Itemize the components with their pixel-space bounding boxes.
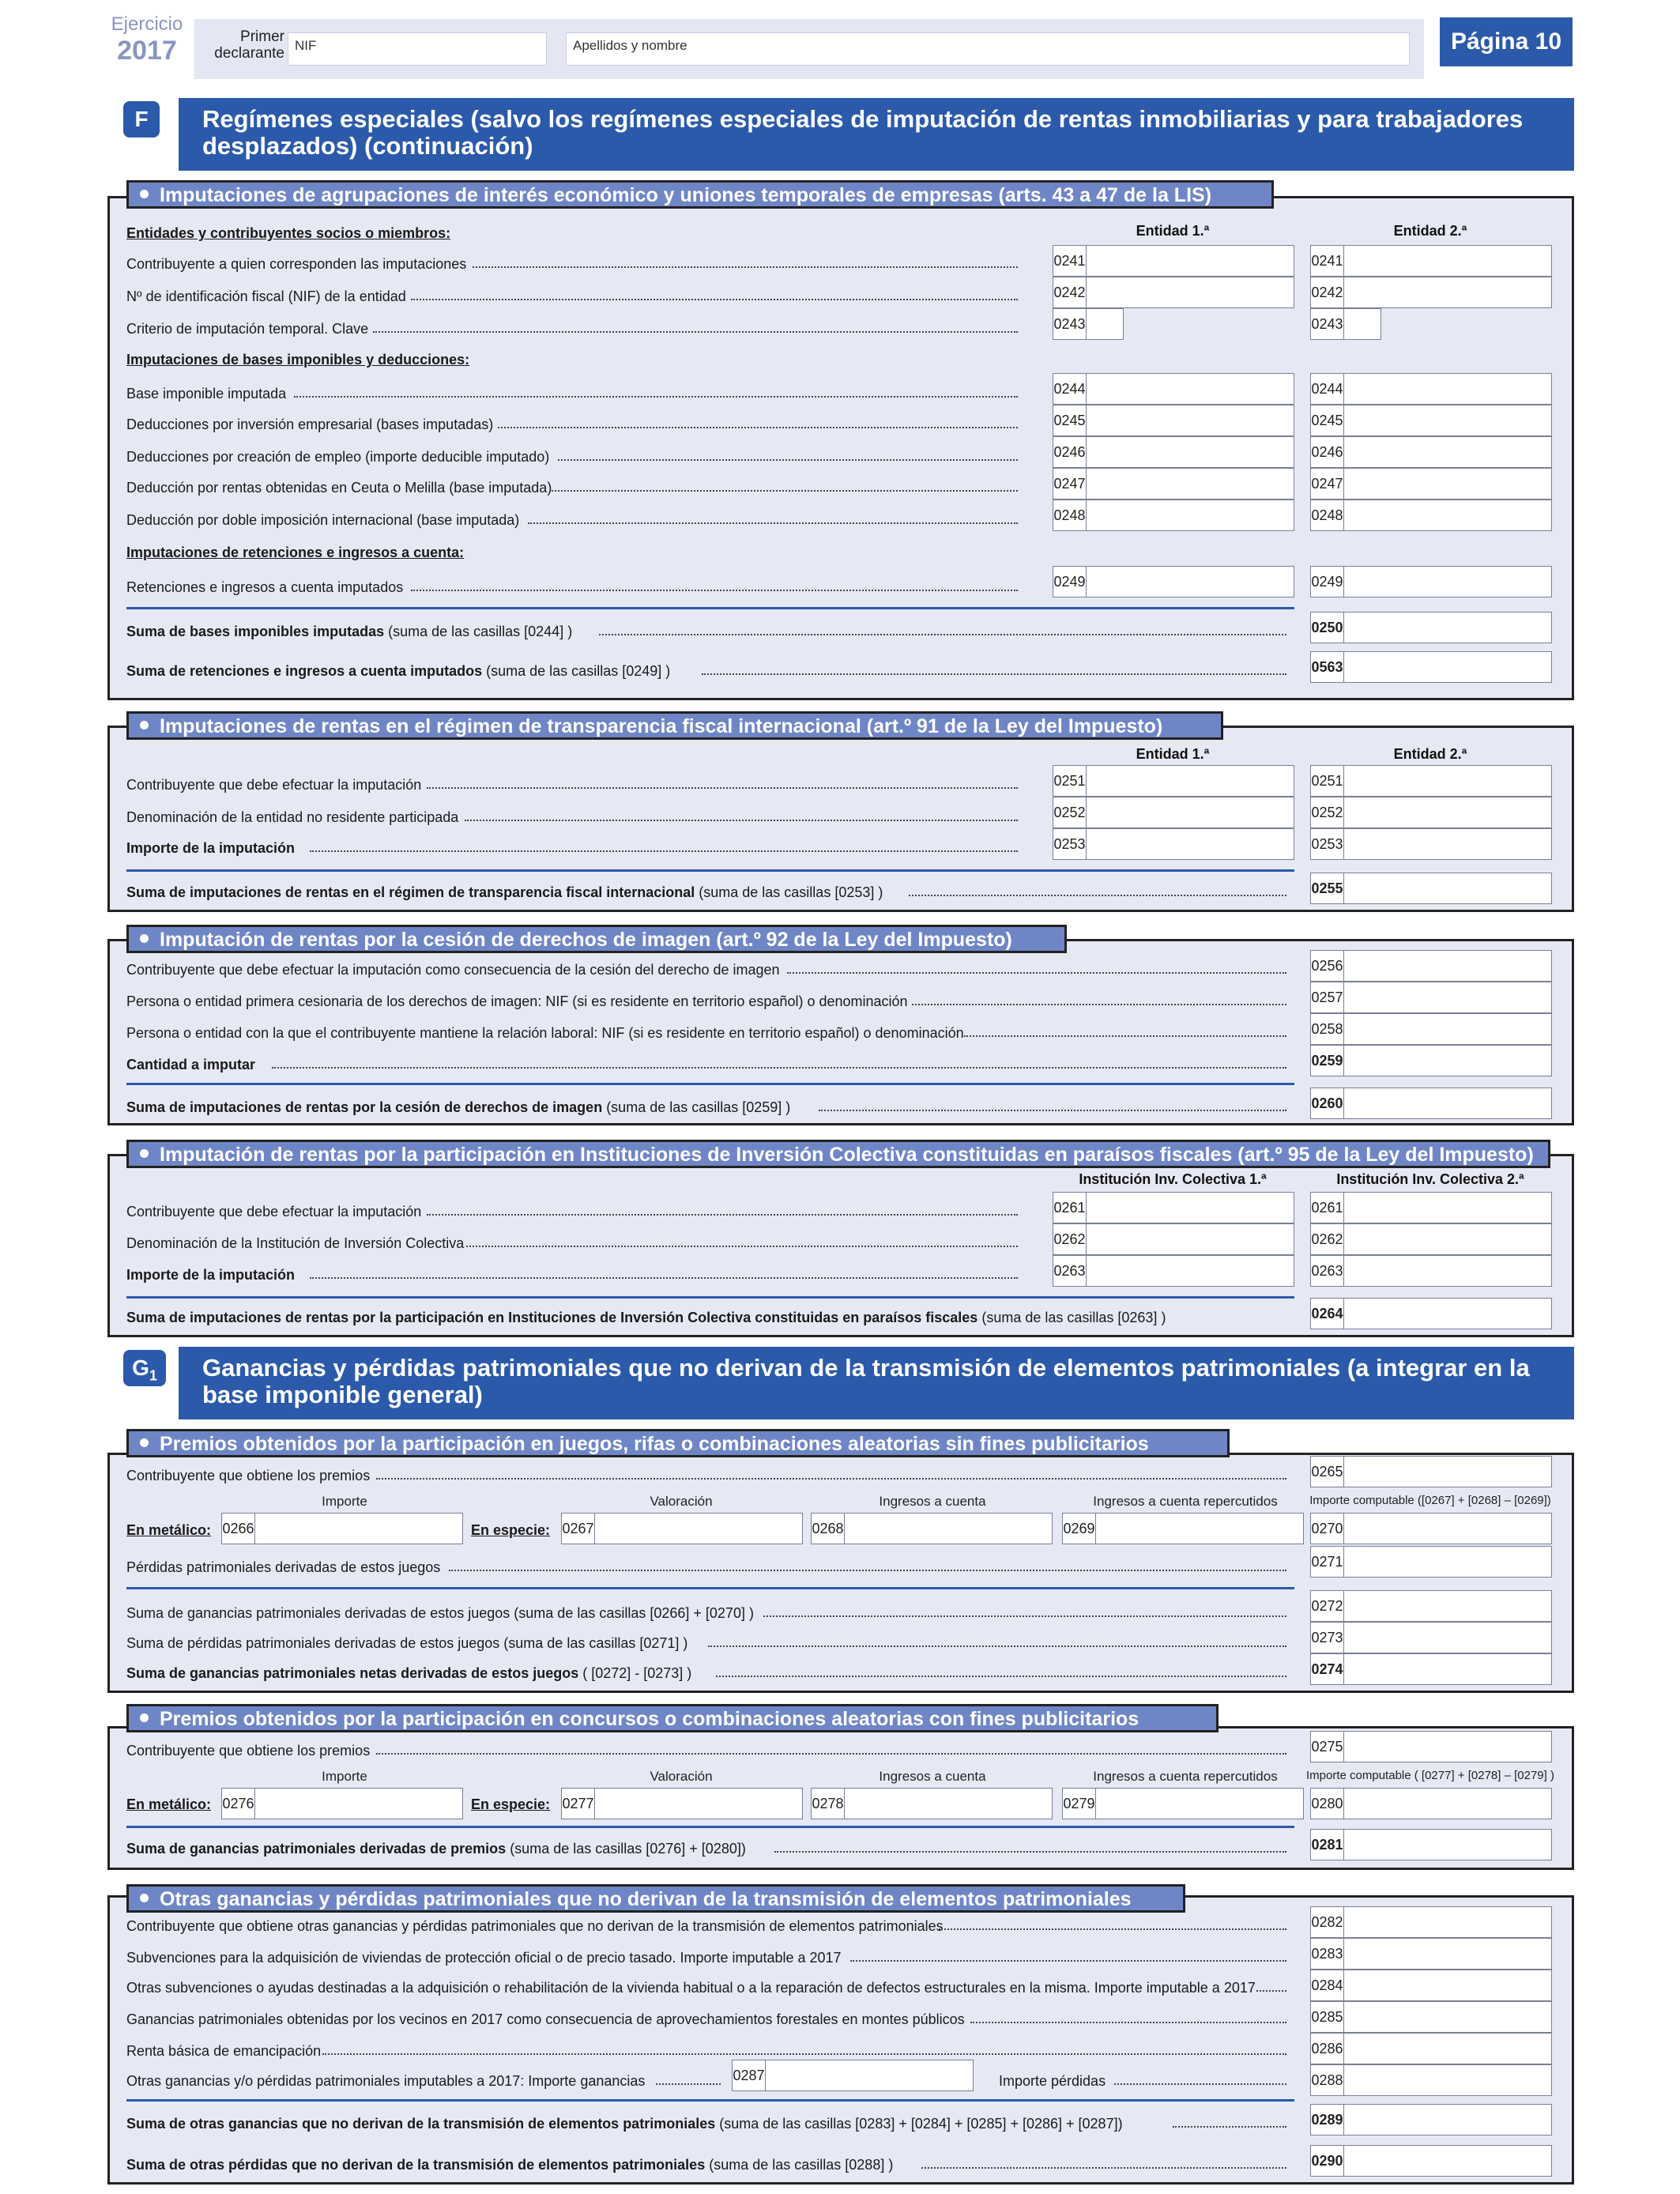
label-0282: Contribuyente que obtiene otras ganancias y pérdidas patrimoniales que no derivan de la transmisión de elementos patrimoniales bbox=[126, 1918, 944, 1934]
field-0277[interactable] bbox=[561, 1788, 803, 1819]
label-0274 bbox=[126, 1664, 691, 1682]
code-0289: 0289 bbox=[1311, 2105, 1344, 2135]
separator bbox=[126, 607, 1294, 609]
field-0255[interactable] bbox=[1310, 873, 1552, 904]
declarante-label: Primer declarante bbox=[214, 28, 284, 62]
leader-dots bbox=[473, 266, 1018, 268]
code-0248: 0248 bbox=[1053, 500, 1087, 530]
code-0243: 0243 bbox=[1053, 309, 1087, 339]
sum-0250-text: Suma de bases imponibles imputadas bbox=[126, 624, 385, 639]
code-0270: 0270 bbox=[1311, 1514, 1344, 1544]
col-entidad-2: Entidad 2.ª bbox=[1393, 746, 1467, 762]
col-ingresos-repercutidos: Ingresos a cuenta repercutidos bbox=[1093, 1494, 1278, 1509]
code-0253: 0253 bbox=[1053, 829, 1087, 859]
code-0267: 0267 bbox=[562, 1514, 595, 1544]
label-0260 bbox=[126, 1099, 790, 1116]
leader-dots bbox=[376, 1478, 1286, 1480]
leader-dots bbox=[1114, 2083, 1286, 2085]
field-0242-e2[interactable] bbox=[1310, 277, 1552, 308]
col-valoracion: Valoración bbox=[650, 1494, 713, 1509]
leader-dots bbox=[465, 820, 1018, 821]
label-0287: Otras ganancias y/o pérdidas patrimoniales imputables a 2017: Importe ganancias bbox=[126, 2073, 646, 2089]
field-0251-e2[interactable] bbox=[1310, 765, 1552, 797]
field-0275[interactable] bbox=[1310, 1731, 1552, 1762]
code-0251: 0251 bbox=[1053, 766, 1087, 796]
label-0289 bbox=[126, 2115, 1123, 2132]
col-iic-2: Institución Inv. Colectiva 2.ª bbox=[1336, 1171, 1524, 1187]
separator bbox=[126, 1296, 1294, 1299]
nif-field[interactable] bbox=[288, 32, 547, 66]
field-0253-e1[interactable] bbox=[1053, 828, 1294, 860]
leader-dots bbox=[449, 1570, 1286, 1571]
label-0256: Contribuyente que debe efectuar la imputación como consecuencia de la cesión del derecho de imagen bbox=[126, 962, 780, 978]
code-0269: 0269 bbox=[1063, 1514, 1096, 1544]
code-0262: 0262 bbox=[1053, 1224, 1087, 1254]
leader-dots bbox=[939, 1928, 1286, 1930]
label-0290 bbox=[126, 2156, 893, 2173]
field-0247-e2[interactable] bbox=[1310, 468, 1552, 499]
sum-0281-text: Suma de ganancias patrimoniales derivadas de premios bbox=[126, 1841, 507, 1857]
code-0265: 0265 bbox=[1311, 1457, 1344, 1487]
code-0242: 0242 bbox=[1311, 277, 1344, 307]
code-0251: 0251 bbox=[1311, 766, 1344, 796]
sum-0563-note: (suma de las casillas [0249] ) bbox=[482, 663, 671, 679]
label-0248: Deducción por doble imposición internacional (base imputada) bbox=[126, 512, 520, 528]
label-0241: Contribuyente a quien corresponden las imputaciones bbox=[126, 256, 467, 272]
field-0252-e2[interactable] bbox=[1310, 797, 1552, 828]
field-0276[interactable] bbox=[221, 1788, 463, 1819]
col-entidad-1: Entidad 1.ª bbox=[1136, 746, 1210, 762]
label-0242: Nº de identificación fiscal (NIF) de la entidad bbox=[126, 288, 406, 304]
label-0262: Denominación de la Institución de Inversión Colectiva bbox=[126, 1235, 465, 1251]
field-0244-e2[interactable] bbox=[1310, 373, 1552, 405]
leader-dots bbox=[427, 1214, 1018, 1216]
label-0275: Contribuyente que obtiene los premios bbox=[126, 1743, 371, 1759]
separator bbox=[126, 1587, 1294, 1589]
separator bbox=[126, 1083, 1294, 1085]
field-0287[interactable] bbox=[732, 2060, 974, 2091]
label-0255 bbox=[126, 884, 883, 901]
leader-dots bbox=[466, 1246, 1018, 1247]
bullet-icon bbox=[140, 721, 149, 729]
field-0247-e1[interactable] bbox=[1053, 468, 1294, 499]
code-0252: 0252 bbox=[1053, 797, 1087, 827]
code-0250: 0250 bbox=[1311, 613, 1344, 643]
sum-0274-text: Suma de ganancias patrimoniales netas derivadas de estos juegos bbox=[126, 1665, 579, 1681]
heading-bases: Imputaciones de bases imponibles y deducciones: bbox=[126, 352, 470, 368]
sum-0260-note: (suma de las casillas [0259] ) bbox=[602, 1099, 791, 1115]
section-f-title: Regímenes especiales (salvo los regímenes especiales de imputación de rentas inmobiliarias y para trabajadores desplazados) (continuación) bbox=[179, 98, 1574, 171]
label-0272: Suma de ganancias patrimoniales derivadas de estos juegos (suma de las casillas [0266] + [0270] ) bbox=[126, 1605, 754, 1621]
field-0272[interactable] bbox=[1310, 1590, 1552, 1622]
col-entidad-2: Entidad 2.ª bbox=[1393, 223, 1467, 239]
label-0263: Importe de la imputación bbox=[126, 1267, 296, 1283]
ejercicio-text: Ejercicio bbox=[111, 13, 183, 35]
code-0284: 0284 bbox=[1311, 1970, 1344, 2000]
nombre-label: Apellidos y nombre bbox=[573, 38, 687, 53]
label-especie: En especie: bbox=[471, 1522, 551, 1538]
field-0279[interactable] bbox=[1062, 1788, 1304, 1819]
field-0256[interactable] bbox=[1310, 950, 1552, 982]
leader-dots bbox=[708, 1646, 1286, 1647]
label-0258: Persona o entidad con la que el contribuyente mantiene la relación laboral: NIF (si es residente en territorio español) o denominación bbox=[126, 1025, 964, 1041]
code-0279: 0279 bbox=[1063, 1789, 1096, 1819]
code-0248: 0248 bbox=[1311, 500, 1344, 530]
sum-0563-text: Suma de retenciones e ingresos a cuenta imputados bbox=[126, 663, 483, 679]
field-0262-e2[interactable] bbox=[1310, 1223, 1552, 1255]
leader-dots bbox=[294, 396, 1018, 398]
field-0261-e2[interactable] bbox=[1310, 1192, 1552, 1223]
leader-dots bbox=[528, 522, 1018, 524]
panel-title-text: Imputaciones de rentas en el régimen de transparencia fiscal internacional (art.º 91 de la Ley del Impuesto) bbox=[160, 715, 1163, 737]
code-0286: 0286 bbox=[1311, 2034, 1344, 2064]
label-0244: Base imponible imputada bbox=[126, 386, 287, 401]
label-0281 bbox=[126, 1840, 746, 1857]
field-0245-e1[interactable] bbox=[1053, 405, 1294, 436]
sum-0281-note: (suma de las casillas [0276] + [0280]) bbox=[506, 1841, 746, 1857]
label-0288: Importe pérdidas bbox=[999, 2073, 1106, 2089]
code-0244: 0244 bbox=[1053, 374, 1087, 404]
col-importe: Importe bbox=[322, 1769, 367, 1784]
label-0249: Retenciones e ingresos a cuenta imputados bbox=[126, 579, 404, 595]
code-0280: 0280 bbox=[1311, 1789, 1344, 1819]
code-0263: 0263 bbox=[1053, 1256, 1087, 1286]
col-ingresos-repercutidos: Ingresos a cuenta repercutidos bbox=[1093, 1769, 1278, 1784]
sum-0290-text: Suma de otras pérdidas que no derivan de la transmisión de elementos patrimoniales bbox=[126, 2157, 706, 2173]
code-0259: 0259 bbox=[1311, 1046, 1344, 1076]
declarante-header bbox=[194, 19, 1424, 79]
ejercicio-label bbox=[107, 14, 186, 70]
field-0248-e2[interactable] bbox=[1310, 499, 1552, 531]
field-0245-e2[interactable] bbox=[1310, 405, 1552, 436]
sum-0289-note: (suma de las casillas [0283] + [0284] + [0285] + [0286] + [0287]) bbox=[715, 2116, 1123, 2132]
leader-dots bbox=[656, 2083, 721, 2085]
field-0283[interactable] bbox=[1310, 1938, 1552, 1970]
leader-dots bbox=[552, 490, 1018, 492]
separator bbox=[126, 1826, 1294, 1828]
leader-dots bbox=[498, 427, 1018, 428]
col-ingresos-cuenta: Ingresos a cuenta bbox=[879, 1494, 986, 1509]
field-0263-e2[interactable] bbox=[1310, 1255, 1552, 1287]
label-0284: Otras subvenciones o ayudas destinadas a la adquisición o rehabilitación de la vivienda habitual o a la reparación de defectos estructurales en la misma. Importe imputable a 2017 bbox=[126, 1980, 1256, 1996]
field-0563[interactable] bbox=[1310, 651, 1552, 683]
leader-dots bbox=[850, 1960, 1286, 1962]
leader-dots bbox=[310, 850, 1018, 852]
panel-aie-ute-title bbox=[126, 180, 1274, 209]
leader-dots bbox=[376, 1753, 1286, 1755]
panel-title-text: Premios obtenidos por la participación en concursos o combinaciones aleatorias con fines publicitarios bbox=[160, 1708, 1139, 1730]
leader-dots bbox=[427, 787, 1018, 789]
heading-retenciones: Imputaciones de retenciones e ingresos a cuenta: bbox=[126, 545, 465, 560]
code-0244: 0244 bbox=[1311, 374, 1344, 404]
code-0253: 0253 bbox=[1311, 829, 1344, 859]
field-0261-e1[interactable] bbox=[1053, 1192, 1294, 1223]
label-metalico: En metálico: bbox=[126, 1796, 212, 1812]
field-0289[interactable] bbox=[1310, 2104, 1552, 2136]
field-0278[interactable] bbox=[811, 1788, 1053, 1819]
code-0264: 0264 bbox=[1311, 1299, 1344, 1329]
col-importe-computable: Importe computable ( [0277] + [0278] – [0279] ) bbox=[1306, 1769, 1554, 1782]
code-0272: 0272 bbox=[1311, 1591, 1344, 1621]
leader-dots bbox=[819, 1110, 1286, 1111]
leader-dots bbox=[1256, 1990, 1286, 1992]
code-0563: 0563 bbox=[1311, 652, 1344, 682]
nombre-field[interactable] bbox=[566, 32, 1410, 66]
panel-iic-paraisos-title bbox=[126, 1140, 1550, 1168]
leader-dots bbox=[970, 2022, 1286, 2023]
leader-dots bbox=[787, 972, 1286, 974]
code-0277: 0277 bbox=[562, 1789, 595, 1819]
col-importe-computable: Importe computable ([0267] + [0268] – [0269]) bbox=[1309, 1494, 1551, 1507]
field-0242-e1[interactable] bbox=[1053, 277, 1294, 308]
label-0264 bbox=[126, 1309, 1166, 1326]
bullet-icon bbox=[140, 1713, 149, 1722]
section-letter-g1 bbox=[123, 1350, 166, 1386]
col-entidad-1: Entidad 1.ª bbox=[1136, 223, 1210, 239]
label-0286: Renta básica de emancipación bbox=[126, 2043, 322, 2059]
sum-0264-note: (suma de las casillas [0263] ) bbox=[977, 1310, 1166, 1325]
section-g1-title: Ganancias y pérdidas patrimoniales que no derivan de la transmisión de elementos patrimoniales (a integrar en la base imponible general) bbox=[179, 1347, 1574, 1419]
ejercicio-year: 2017 bbox=[117, 36, 177, 66]
separator bbox=[126, 869, 1294, 872]
code-0283: 0283 bbox=[1311, 1939, 1344, 1969]
code-0246: 0246 bbox=[1311, 437, 1344, 467]
label-0252: Denominación de la entidad no residente participada bbox=[126, 809, 459, 825]
field-0285[interactable] bbox=[1310, 2001, 1552, 2033]
code-0241: 0241 bbox=[1311, 246, 1344, 276]
code-0266: 0266 bbox=[222, 1514, 255, 1544]
page-number: Página 10 bbox=[1440, 17, 1573, 66]
code-0245: 0245 bbox=[1311, 405, 1344, 435]
panel-title-text: Premios obtenidos por la participación en juegos, rifas o combinaciones aleatorias sin fines publicitarios bbox=[160, 1433, 1149, 1455]
field-0244-e1[interactable] bbox=[1053, 373, 1294, 405]
code-0245: 0245 bbox=[1053, 405, 1087, 435]
field-0241-e1[interactable] bbox=[1053, 245, 1294, 277]
separator bbox=[126, 2099, 1294, 2102]
field-0271[interactable] bbox=[1310, 1546, 1552, 1578]
field-0267[interactable] bbox=[561, 1513, 803, 1544]
code-0288: 0288 bbox=[1311, 2065, 1344, 2095]
field-0262-e1[interactable] bbox=[1053, 1223, 1294, 1255]
panel-derechos-imagen-title bbox=[126, 925, 1067, 953]
leader-dots bbox=[373, 331, 1018, 333]
label-0285: Ganancias patrimoniales obtenidas por los vecinos en 2017 como consecuencia de aprovechamientos forestales en montes públicos bbox=[126, 2011, 965, 2027]
leader-dots bbox=[272, 1067, 1286, 1069]
leader-dots bbox=[912, 1004, 1286, 1005]
leader-dots bbox=[322, 2053, 1286, 2055]
field-0269[interactable] bbox=[1062, 1513, 1304, 1544]
code-0261: 0261 bbox=[1311, 1193, 1344, 1223]
code-0256: 0256 bbox=[1311, 951, 1344, 981]
code-0262: 0262 bbox=[1311, 1224, 1344, 1254]
label-0251: Contribuyente que debe efectuar la imputación bbox=[126, 777, 422, 793]
field-0249-e1[interactable] bbox=[1053, 566, 1294, 598]
panel-premios-concursos-title bbox=[126, 1704, 1219, 1732]
field-0265[interactable] bbox=[1310, 1456, 1552, 1487]
sum-0255-note: (suma de las casillas [0253] ) bbox=[695, 884, 883, 900]
leader-dots bbox=[558, 459, 1018, 461]
leader-dots bbox=[702, 673, 1286, 675]
field-0243-e2[interactable] bbox=[1310, 308, 1381, 340]
field-0241-e2[interactable] bbox=[1310, 245, 1552, 277]
code-0273: 0273 bbox=[1311, 1623, 1344, 1653]
bullet-icon bbox=[140, 934, 149, 943]
field-0263-e1[interactable] bbox=[1053, 1255, 1294, 1287]
code-0243: 0243 bbox=[1311, 309, 1344, 339]
nif-label: NIF bbox=[295, 38, 317, 53]
panel-title-text: Imputaciones de agrupaciones de interés económico y uniones temporales de empresas (arts. 43 a 47 de la LIS) bbox=[160, 184, 1212, 206]
code-0260: 0260 bbox=[1311, 1088, 1344, 1118]
code-0276: 0276 bbox=[222, 1789, 255, 1819]
code-0281: 0281 bbox=[1311, 1830, 1344, 1860]
field-0270[interactable] bbox=[1310, 1513, 1552, 1544]
leader-dots bbox=[964, 1035, 1286, 1037]
field-0252-e1[interactable] bbox=[1053, 797, 1294, 828]
sum-0255-text: Suma de imputaciones de rentas en el régimen de transparencia fiscal internacional bbox=[126, 884, 695, 900]
code-0247: 0247 bbox=[1053, 469, 1087, 499]
field-0282[interactable] bbox=[1310, 1906, 1552, 1938]
label-0271: Pérdidas patrimoniales derivadas de estos juegos bbox=[126, 1559, 441, 1575]
field-0280[interactable] bbox=[1310, 1788, 1552, 1819]
panel-title-text: Imputación de rentas por la participación en Instituciones de Inversión Colectiva constituidas en paraísos fiscales (art.º 95 de la Ley del Impuesto) bbox=[160, 1144, 1534, 1166]
panel-transparencia-title bbox=[126, 711, 1223, 740]
field-0290[interactable] bbox=[1310, 2145, 1552, 2177]
field-0264[interactable] bbox=[1310, 1298, 1552, 1329]
field-0250[interactable] bbox=[1310, 612, 1552, 643]
col-iic-1: Institución Inv. Colectiva 1.ª bbox=[1079, 1171, 1267, 1187]
leader-dots bbox=[1173, 2126, 1286, 2128]
label-0259: Cantidad a imputar bbox=[126, 1057, 256, 1072]
leader-dots bbox=[716, 1676, 1286, 1677]
section-letter-f: F bbox=[123, 101, 160, 138]
code-0275: 0275 bbox=[1311, 1732, 1344, 1762]
code-0246: 0246 bbox=[1053, 437, 1087, 467]
field-0288[interactable] bbox=[1310, 2064, 1552, 2096]
leader-dots bbox=[411, 299, 1018, 300]
label-0243: Criterio de imputación temporal. Clave bbox=[126, 321, 369, 337]
panel-title-text: Imputación de rentas por la cesión de derechos de imagen (art.º 92 de la Ley del Impuesto) bbox=[160, 929, 1012, 951]
code-0287: 0287 bbox=[733, 2060, 766, 2090]
code-0282: 0282 bbox=[1311, 1907, 1344, 1937]
field-0248-e1[interactable] bbox=[1053, 499, 1294, 531]
label-metalico: En metálico: bbox=[126, 1522, 212, 1538]
label-0273: Suma de pérdidas patrimoniales derivadas de estos juegos (suma de las casillas [0271] ) bbox=[126, 1635, 688, 1651]
sum-0290-note: (suma de las casillas [0288] ) bbox=[705, 2157, 894, 2173]
label-0250 bbox=[126, 623, 572, 640]
col-valoracion: Valoración bbox=[650, 1769, 713, 1784]
code-0274: 0274 bbox=[1311, 1654, 1344, 1684]
heading-entidades: Entidades y contribuyentes socios o miembros: bbox=[126, 225, 451, 241]
section-letter-sub: 1 bbox=[149, 1367, 157, 1384]
sum-0264-text: Suma de imputaciones de rentas por la participación en Instituciones de Inversión Colectiva constituidas en paraísos fiscales bbox=[126, 1310, 978, 1325]
field-0281[interactable] bbox=[1310, 1829, 1552, 1860]
field-0274[interactable] bbox=[1310, 1653, 1552, 1685]
code-0258: 0258 bbox=[1311, 1014, 1344, 1044]
code-0278: 0278 bbox=[812, 1789, 845, 1819]
label-0563 bbox=[126, 662, 670, 680]
label-0265: Contribuyente que obtiene los premios bbox=[126, 1468, 371, 1483]
bullet-icon bbox=[140, 1894, 149, 1902]
field-0258[interactable] bbox=[1310, 1013, 1552, 1045]
field-0253-e2[interactable] bbox=[1310, 828, 1552, 860]
label-0261: Contribuyente que debe efectuar la imputación bbox=[126, 1204, 422, 1220]
label-especie: En especie: bbox=[471, 1796, 551, 1812]
code-0285: 0285 bbox=[1311, 2002, 1344, 2032]
label-0283: Subvenciones para la adquisición de viviendas de protección oficial o de precio tasado. Importe imputable a 2017 bbox=[126, 1950, 842, 1966]
leader-dots bbox=[909, 895, 1286, 896]
leader-dots bbox=[411, 590, 1018, 591]
leader-dots bbox=[763, 1615, 1286, 1617]
bullet-icon bbox=[140, 190, 149, 198]
code-0268: 0268 bbox=[812, 1514, 845, 1544]
field-0257[interactable] bbox=[1310, 982, 1552, 1013]
col-importe: Importe bbox=[322, 1494, 367, 1509]
label-0246: Deducciones por creación de empleo (importe deducible imputado) bbox=[126, 449, 550, 465]
code-0255: 0255 bbox=[1311, 873, 1344, 903]
panel-title-text: Otras ganancias y pérdidas patrimoniales que no derivan de la transmisión de elementos patrimoniales bbox=[160, 1888, 1132, 1910]
panel-otras-ganancias-title bbox=[126, 1884, 1185, 1913]
label-0253: Importe de la imputación bbox=[126, 840, 296, 856]
code-0241: 0241 bbox=[1053, 246, 1087, 276]
label-0257: Persona o entidad primera cesionaria de los derechos de imagen: NIF (si es residente en territorio español) o denominación bbox=[126, 993, 908, 1009]
sum-0250-note: (suma de las casillas [0244] ) bbox=[384, 624, 573, 639]
code-0249: 0249 bbox=[1053, 567, 1087, 597]
sum-0289-text: Suma de otras ganancias que no derivan de la transmisión de elementos patrimoniales bbox=[126, 2116, 716, 2132]
code-0257: 0257 bbox=[1311, 982, 1344, 1012]
field-0273[interactable] bbox=[1310, 1622, 1552, 1653]
field-0260[interactable] bbox=[1310, 1088, 1552, 1119]
code-0271: 0271 bbox=[1311, 1547, 1344, 1577]
label-0245: Deducciones por inversión empresarial (bases imputadas) bbox=[126, 417, 494, 432]
field-0251-e1[interactable] bbox=[1053, 765, 1294, 797]
leader-dots bbox=[774, 1851, 1286, 1853]
leader-dots bbox=[310, 1277, 1018, 1279]
panel-premios-juegos-title bbox=[126, 1429, 1230, 1457]
code-0242: 0242 bbox=[1053, 277, 1087, 307]
field-0246-e1[interactable] bbox=[1053, 436, 1294, 468]
sum-0274-note: ( [0272] - [0273] ) bbox=[578, 1665, 692, 1681]
code-0263: 0263 bbox=[1311, 1256, 1344, 1286]
sum-0260-text: Suma de imputaciones de rentas por la cesión de derechos de imagen bbox=[126, 1099, 603, 1115]
field-0259[interactable] bbox=[1310, 1045, 1552, 1076]
field-0243-e1[interactable] bbox=[1053, 308, 1124, 340]
code-0290: 0290 bbox=[1311, 2146, 1344, 2176]
field-0286[interactable] bbox=[1310, 2033, 1552, 2064]
field-0268[interactable] bbox=[811, 1513, 1053, 1544]
field-0246-e2[interactable] bbox=[1310, 436, 1552, 468]
code-0249: 0249 bbox=[1311, 567, 1344, 597]
col-ingresos-cuenta: Ingresos a cuenta bbox=[879, 1769, 986, 1784]
field-0266[interactable] bbox=[221, 1513, 463, 1544]
section-letter-text: G bbox=[132, 1355, 149, 1380]
code-0252: 0252 bbox=[1311, 797, 1344, 827]
bullet-icon bbox=[140, 1149, 149, 1158]
leader-dots bbox=[921, 2167, 1286, 2169]
code-0247: 0247 bbox=[1311, 469, 1344, 499]
leader-dots bbox=[599, 634, 1286, 635]
field-0249-e2[interactable] bbox=[1310, 566, 1552, 598]
bullet-icon bbox=[140, 1438, 149, 1447]
code-0261: 0261 bbox=[1053, 1193, 1087, 1223]
label-0247: Deducción por rentas obtenidas en Ceuta o Melilla (base imputada) bbox=[126, 480, 552, 496]
field-0284[interactable] bbox=[1310, 1970, 1552, 2001]
